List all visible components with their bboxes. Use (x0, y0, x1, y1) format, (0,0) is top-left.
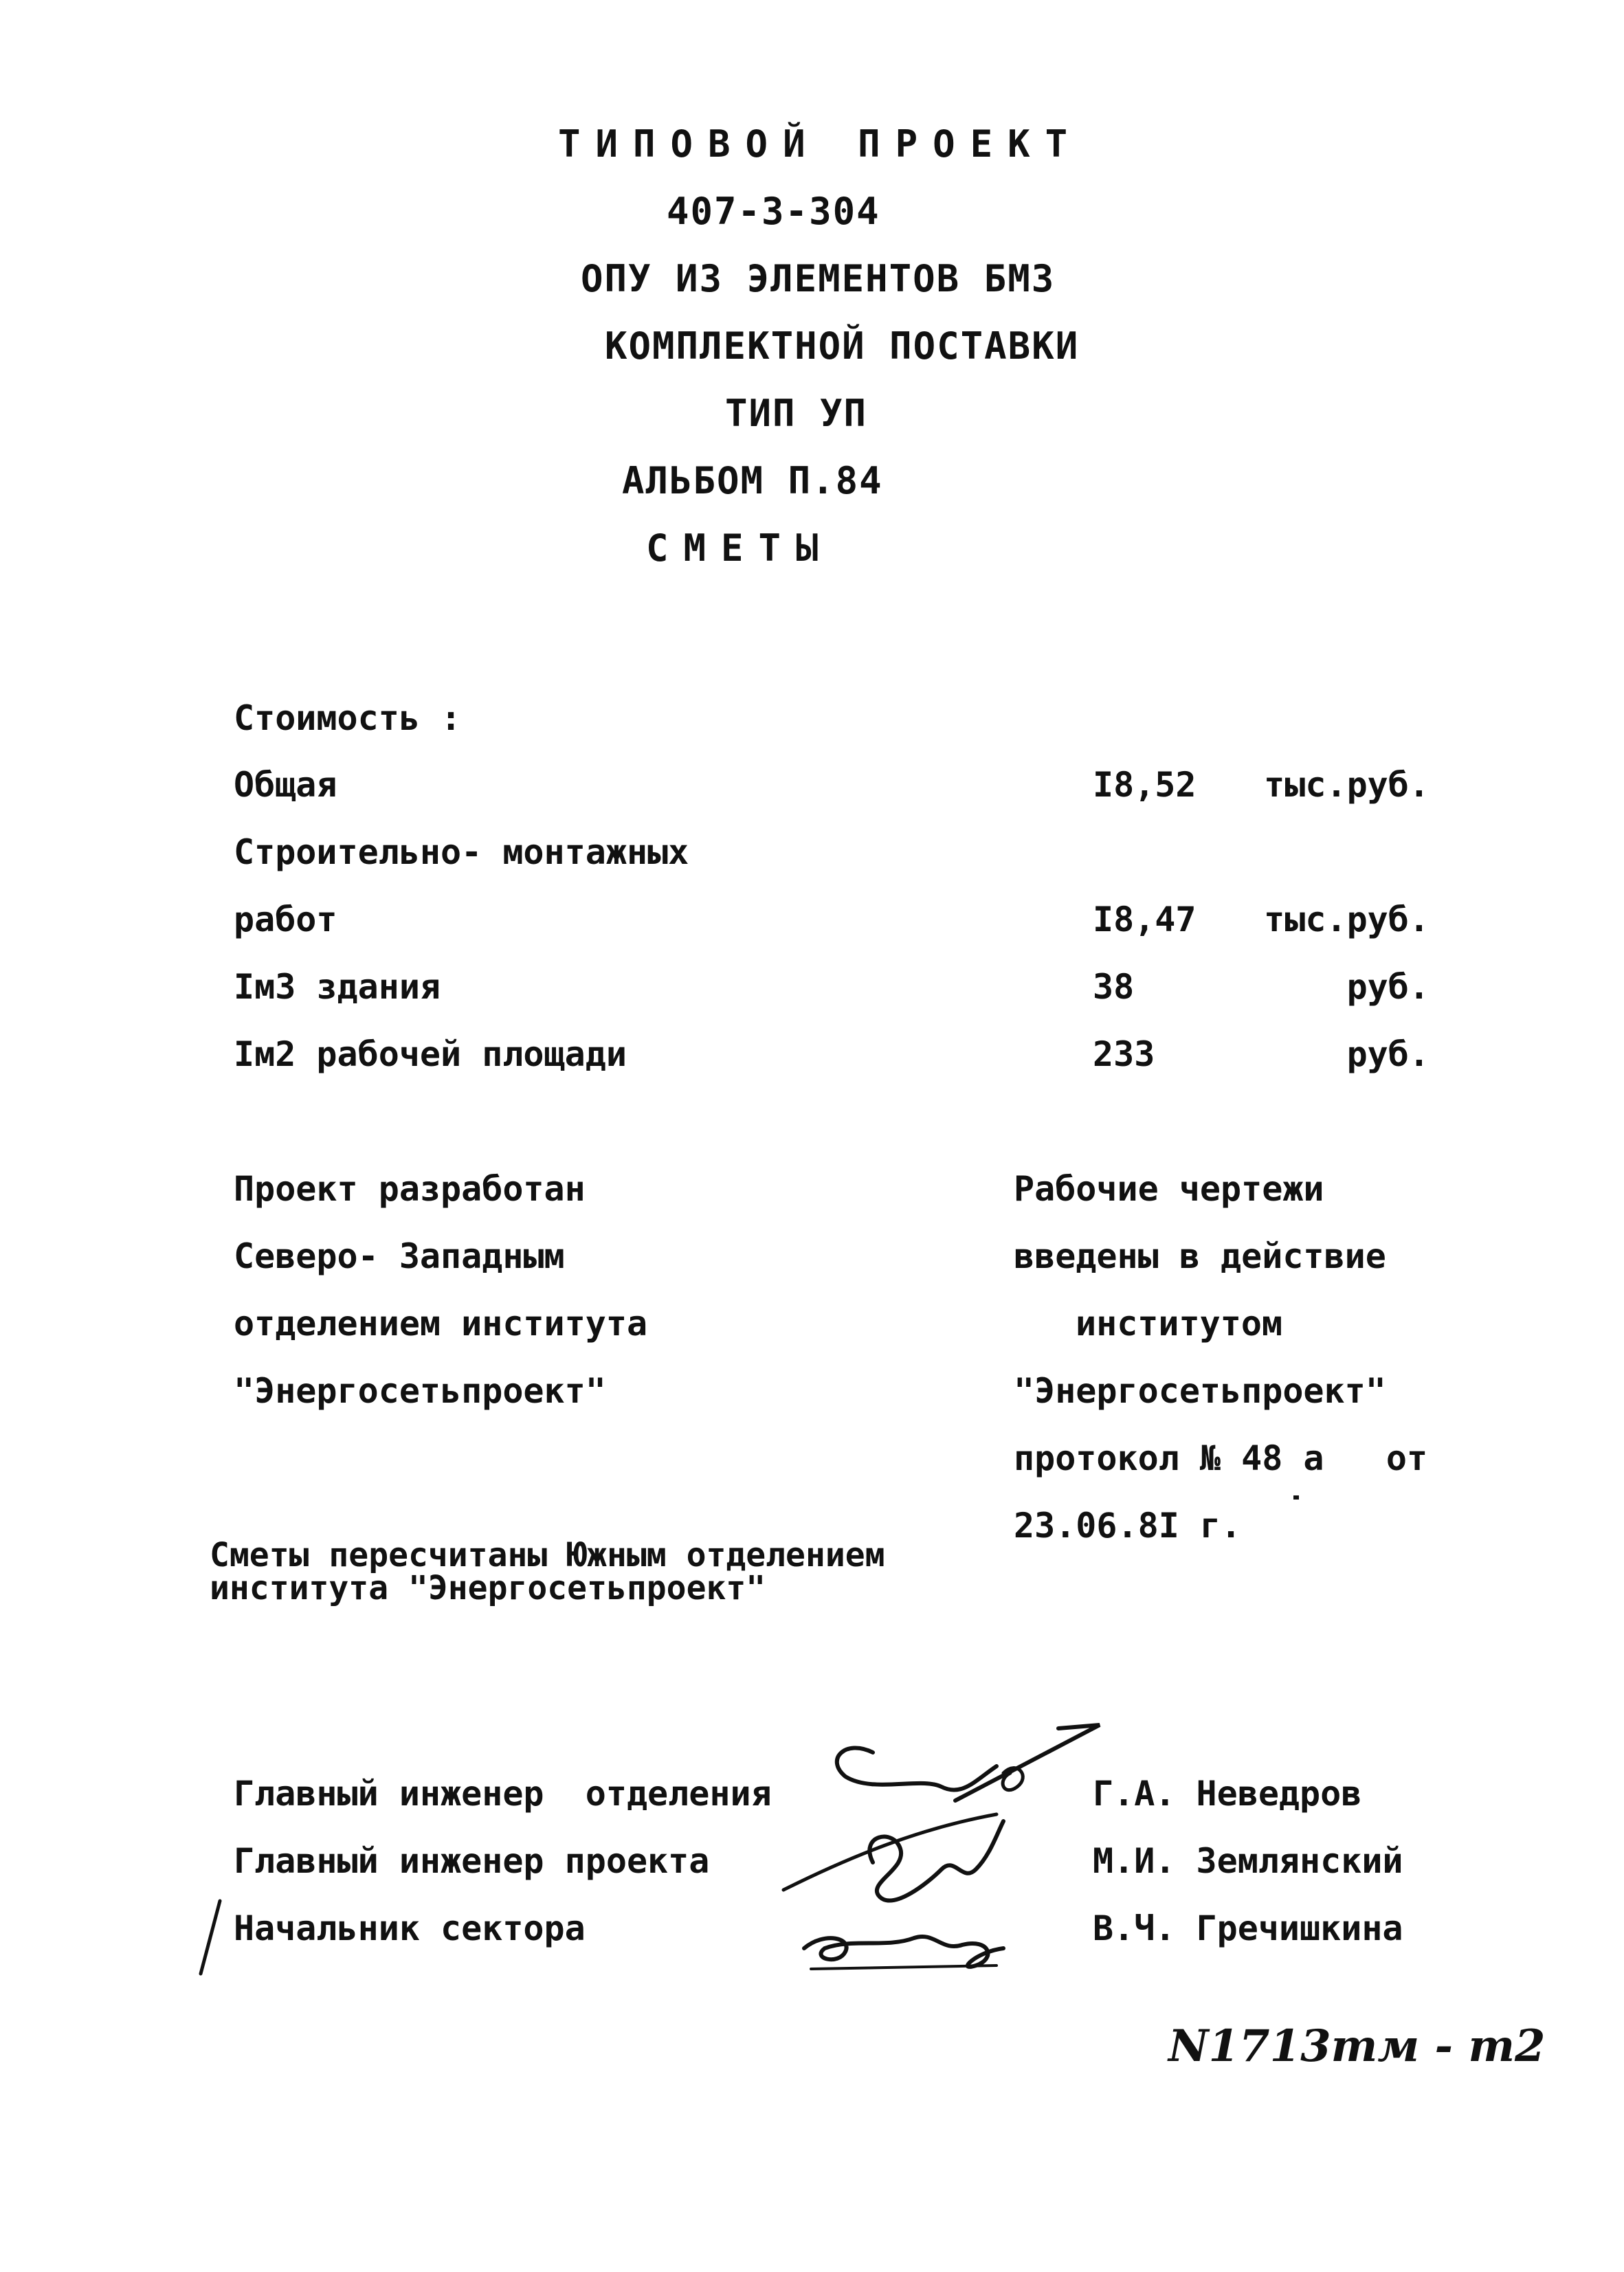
header-line-1: ОПУ ИЗ ЭЛЕМЕНТОВ БМЗ (581, 257, 1056, 300)
cost-row-value: 38 (1093, 967, 1135, 1007)
cost-row-unit: тыс.руб. (1264, 900, 1430, 939)
signature-position: Главный инженер отделения (234, 1774, 772, 1814)
album-number: АЛЬБОМ П.84 (622, 459, 883, 502)
ink-dot (1293, 1495, 1299, 1500)
developed-line: отделением института (234, 1304, 648, 1344)
cost-row-label: Строительно- монтажных (234, 832, 689, 872)
cost-row-label: Общая (234, 765, 337, 805)
recalc-line: института "Энергосетьпроект" (210, 1569, 766, 1607)
enacted-line: институтом (1076, 1304, 1283, 1344)
enacted-line: введены в действие (1014, 1236, 1386, 1276)
signature-name: В.Ч. Гречишкина (1093, 1908, 1403, 1948)
signature-position: Начальник сектора (234, 1908, 586, 1948)
header-type: ТИП УП (725, 392, 868, 435)
cost-row-value: I8,47 (1093, 900, 1197, 939)
cost-row-unit: руб. (1346, 967, 1430, 1007)
signature-name: Г.А. Неведров (1093, 1774, 1362, 1814)
cost-row-value: I8,52 (1093, 765, 1197, 805)
developed-line: "Энергосетьпроект" (234, 1371, 606, 1411)
header-line-2: КОМПЛЕКТНОЙ ПОСТАВКИ (605, 324, 1080, 368)
doc-title: ТИПОВОЙ ПРОЕКТ (558, 122, 1083, 166)
cost-row-label: Iм2 рабочей площади (234, 1034, 627, 1074)
inventory-number: N1713тм - т2 (1168, 2020, 1546, 2072)
enacted-line: "Энергосетьпроект" (1014, 1371, 1386, 1411)
cost-row-label: Iм3 здания (234, 967, 441, 1007)
signature-position: Главный инженер проекта (234, 1841, 710, 1881)
cost-row-unit: тыс.руб. (1264, 765, 1430, 805)
handwritten-signatures (770, 1711, 1127, 1986)
cost-row-value: 233 (1093, 1034, 1155, 1074)
cost-heading: Стоимость : (234, 698, 462, 738)
cost-row-label: работ (234, 900, 337, 939)
section-title: СМЕТЫ (646, 526, 834, 570)
enacted-line: Рабочие чертежи (1014, 1169, 1324, 1209)
cost-row-unit: руб. (1346, 1034, 1430, 1074)
project-number: 407-3-304 (667, 190, 880, 233)
enacted-line: протокол № 48 а от (1014, 1438, 1428, 1478)
developed-line: Проект разработан (234, 1169, 586, 1209)
developed-line: Северо- Западным (234, 1236, 565, 1276)
enacted-line: 23.06.8I г. (1014, 1506, 1242, 1546)
signature-name: М.И. Землянский (1093, 1841, 1403, 1881)
recalc-line: Сметы пересчитаны Южным отделением (210, 1536, 885, 1574)
margin-mark (192, 1897, 234, 1979)
